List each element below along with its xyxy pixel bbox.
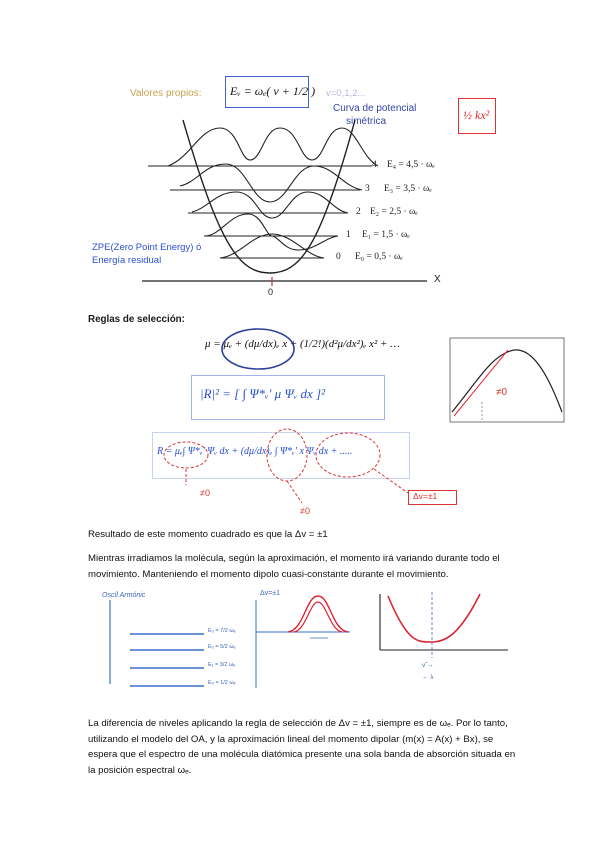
sketch-nu-label: ν̃ → (422, 662, 434, 669)
potential-parabola (183, 120, 355, 273)
note-zero-1: ≠0 (200, 488, 210, 498)
v-values: v=0,1,2... (326, 88, 366, 99)
dipole-note: ≠0 (496, 387, 508, 398)
mu-highlight-ellipse (218, 326, 298, 372)
sketch-delta-label: Δv=±1 (260, 590, 280, 597)
sketch-level-3: E₃ = 7/2 ωₑ (208, 628, 236, 634)
note-zero-2: ≠0 (300, 506, 310, 516)
curve-label-line1: Curva de potencial (333, 103, 417, 114)
zpe-label-line2: Energía residual (92, 255, 162, 266)
level-eq-3: E₃ = 3,5 · ωₑ (384, 184, 432, 194)
level-number-2: 2 (356, 207, 361, 217)
level-eq-2: E₂ = 2,5 · ωₑ (370, 207, 418, 217)
curve-label-line2: simétrica (346, 116, 387, 127)
curve-formula: ½ kx² (463, 108, 490, 122)
axis-x-label: X (434, 274, 441, 285)
wavefunction-4 (168, 128, 378, 166)
mu-expansion: μ = μₑ + (dμ/dx)ₑ x + (1/2!)(d²μ/dx²)ₑ x² + … (205, 338, 400, 350)
level-number-4: 4 (372, 160, 377, 170)
wavefunction-1 (206, 214, 338, 250)
eigen-label: Valores propios: (130, 88, 202, 99)
r-expansion-formula: R = μₑ∫ Ψ*ᵥ' Ψᵥ dx + (dμ/dx)ₑ ∫ Ψ*ᵥ' x Ψᵥ dx + ..... (157, 446, 353, 457)
result-line: Resultado de este momento cuadrado es que la Δv = ±1 (88, 529, 328, 540)
level-number-0: 0 (336, 252, 341, 262)
level-number-1: 1 (346, 230, 351, 240)
level-eq-0: E₀ = 0,5 · ωₑ (355, 252, 403, 262)
level-eq-4: E₄ = 4,5 · ωₑ (387, 160, 435, 170)
sketch-title: Oscíl Armónic (102, 592, 146, 599)
level-number-3: 3 (365, 184, 370, 194)
axis-zero-label: 0 (268, 287, 274, 297)
paragraph-1: Mientras irradiamos la molécula, según la aproximación, el momento irá variando durante todo el movimiento. Manteniendo el momento dipolo cuasi-constante durante el movimiento. (88, 553, 500, 580)
sketch-level-1: E₁ = 3/2 ωₑ (208, 662, 236, 668)
level-eq-1: E₁ = 1,5 · ωₑ (362, 230, 410, 240)
potential-figure (80, 68, 530, 298)
hand-sketch (88, 588, 516, 692)
paragraph-2: La diferencia de niveles aplicando la regla de selección de Δv = ±1, siempre es de ωₑ. Por lo tanto, utilizando el modelo del OA, y la aproximación lineal del momento dipolar (m(x) = A(x) + Bx), se espera que el espectro de una molécula diatómica presente una sola banda de absorción situada en la posición espectral ωₑ. (88, 718, 516, 776)
sketch-level-2: E₂ = 5/2 ωₑ (208, 644, 236, 650)
eigen-formula: Eᵥ = ωₑ( v + 1/2 ) (230, 84, 316, 98)
r-squared-formula: |R|² = [ ∫ Ψ*ᵥ' μ Ψᵥ dx ]² (200, 386, 325, 401)
sketch-level-0: E₀ = 1/2 ωₑ (208, 680, 236, 686)
sketch-lambda-label: ← λ (422, 674, 434, 681)
sketch-drawing (88, 588, 516, 692)
selection-heading: Reglas de selección: (88, 314, 185, 325)
zpe-label-line1: ZPE(Zero Point Energy) ó (92, 242, 202, 253)
note-delta: Δv=±1 (413, 491, 438, 501)
